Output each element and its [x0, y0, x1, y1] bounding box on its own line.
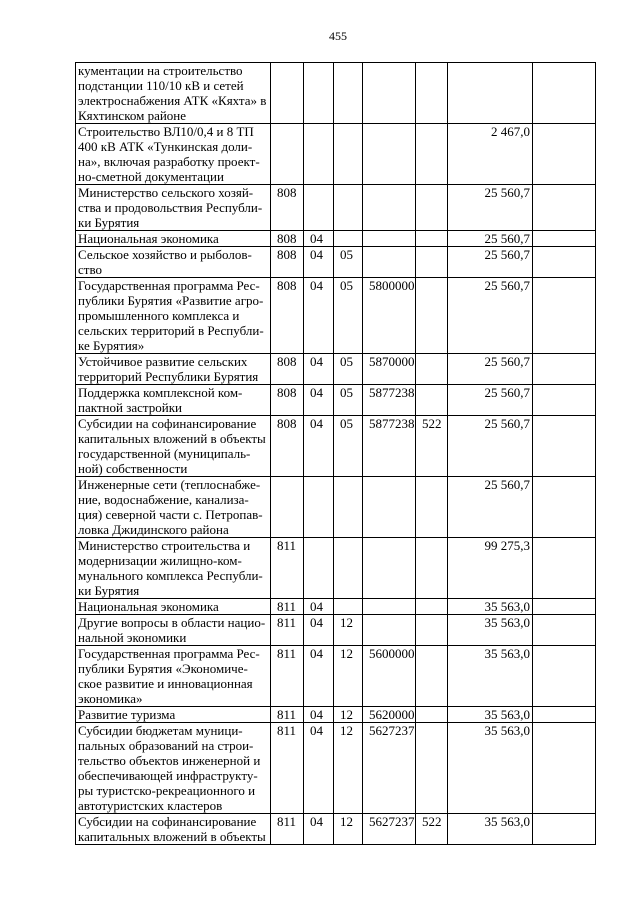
item-name: кументации на строительство подстанции 110/10 кВ и сетей электроснабжения АТК «Кяхта» в Кяхтинском районе: [76, 63, 271, 124]
subsection-code: [334, 599, 363, 615]
empty-cell: [533, 538, 596, 599]
table-row: [76, 599, 596, 615]
target-article-code: 5627237: [363, 723, 416, 814]
ministry-code: 811: [271, 538, 304, 599]
item-name: Инженерные сети (теплоснабже- ние, водоснабжение, канализа- ция) северной части с. Петропав- ловка Джидинского района: [76, 477, 271, 538]
empty-cell: [533, 416, 596, 477]
expense-type-code: [416, 723, 448, 814]
ministry-code: [271, 477, 304, 538]
section-code: [304, 185, 334, 231]
ministry-code: 808: [271, 185, 304, 231]
table-row: [76, 247, 596, 278]
section-code: [304, 124, 334, 185]
target-article-code: [363, 231, 416, 247]
ministry-code: 811: [271, 599, 304, 615]
table-row: [76, 354, 596, 385]
target-article-code: 5870000: [363, 354, 416, 385]
empty-cell: [533, 599, 596, 615]
amount: 25 560,7: [448, 416, 533, 477]
item-name: Министерство строительства и модернизации жилищно-ком- мунального комплекса Республи- ки Бурятия: [76, 538, 271, 599]
item-name: Субсидии бюджетам муници- пальных образований на строи- тельство объектов инженерной и обеспечивающей инфраструкту- ры туристско-рекреационного и автотуристских кластеров: [76, 723, 271, 814]
table-row: [76, 124, 596, 185]
table-row: [76, 385, 596, 416]
empty-cell: [533, 385, 596, 416]
expense-type-code: 522: [416, 416, 448, 477]
empty-cell: [533, 247, 596, 278]
section-code: 04: [304, 707, 334, 723]
amount: 35 563,0: [448, 723, 533, 814]
table-row: [76, 278, 596, 354]
subsection-code: 05: [334, 385, 363, 416]
table-row: [76, 63, 596, 124]
ministry-code: 808: [271, 354, 304, 385]
amount: 25 560,7: [448, 477, 533, 538]
expense-type-code: [416, 63, 448, 124]
page-number: 455: [329, 29, 347, 43]
expense-type-code: [416, 247, 448, 278]
subsection-code: 12: [334, 707, 363, 723]
empty-cell: [533, 124, 596, 185]
empty-cell: [533, 814, 596, 845]
expense-type-code: [416, 477, 448, 538]
empty-cell: [533, 723, 596, 814]
item-name: Развитие туризма: [76, 707, 271, 723]
amount: 35 563,0: [448, 814, 533, 845]
item-name: Национальная экономика: [76, 231, 271, 247]
item-name: Национальная экономика: [76, 599, 271, 615]
target-article-code: 5627237: [363, 814, 416, 845]
table-row: [76, 185, 596, 231]
ministry-code: 811: [271, 707, 304, 723]
section-code: 04: [304, 278, 334, 354]
item-name: Поддержка комплексной ком- пактной застройки: [76, 385, 271, 416]
amount: 25 560,7: [448, 231, 533, 247]
item-name: Сельское хозяйство и рыболов- ство: [76, 247, 271, 278]
ministry-code: 811: [271, 615, 304, 646]
subsection-code: [334, 231, 363, 247]
amount: 25 560,7: [448, 278, 533, 354]
table-row: [76, 723, 596, 814]
table-row: [76, 707, 596, 723]
amount: 25 560,7: [448, 385, 533, 416]
empty-cell: [533, 354, 596, 385]
ministry-code: [271, 124, 304, 185]
empty-cell: [533, 707, 596, 723]
expense-type-code: [416, 231, 448, 247]
empty-cell: [533, 477, 596, 538]
target-article-code: [363, 185, 416, 231]
expense-type-code: [416, 538, 448, 599]
table-row: [76, 416, 596, 477]
expense-type-code: [416, 707, 448, 723]
empty-cell: [533, 63, 596, 124]
budget-table: [75, 62, 596, 845]
subsection-code: 05: [334, 354, 363, 385]
item-name: Субсидии на софинансирование капитальных вложений в объекты государственной (муниципаль- ной) собственности: [76, 416, 271, 477]
target-article-code: [363, 477, 416, 538]
subsection-code: 12: [334, 615, 363, 646]
subsection-code: [334, 63, 363, 124]
empty-cell: [533, 615, 596, 646]
section-code: 04: [304, 723, 334, 814]
expense-type-code: [416, 615, 448, 646]
table-row: [76, 538, 596, 599]
target-article-code: [363, 615, 416, 646]
amount: 35 563,0: [448, 599, 533, 615]
target-article-code: 5600000: [363, 646, 416, 707]
subsection-code: 12: [334, 646, 363, 707]
amount: 25 560,7: [448, 354, 533, 385]
subsection-code: 05: [334, 247, 363, 278]
section-code: [304, 538, 334, 599]
amount: 25 560,7: [448, 247, 533, 278]
amount: 35 563,0: [448, 615, 533, 646]
target-article-code: [363, 124, 416, 185]
table-row: [76, 615, 596, 646]
subsection-code: [334, 477, 363, 538]
item-name: Другие вопросы в области нацио- нальной экономики: [76, 615, 271, 646]
empty-cell: [533, 278, 596, 354]
expense-type-code: [416, 646, 448, 707]
section-code: [304, 477, 334, 538]
item-name: Министерство сельского хозяй- ства и продовольствия Республи- ки Бурятия: [76, 185, 271, 231]
target-article-code: [363, 247, 416, 278]
target-article-code: [363, 63, 416, 124]
section-code: 04: [304, 354, 334, 385]
table-row: [76, 646, 596, 707]
target-article-code: 5620000: [363, 707, 416, 723]
expense-type-code: [416, 124, 448, 185]
section-code: 04: [304, 646, 334, 707]
section-code: 04: [304, 247, 334, 278]
subsection-code: 05: [334, 278, 363, 354]
expense-type-code: 522: [416, 814, 448, 845]
ministry-code: 811: [271, 723, 304, 814]
section-code: 04: [304, 231, 334, 247]
item-name: Субсидии на софинансирование капитальных вложений в объекты: [76, 814, 271, 845]
empty-cell: [533, 646, 596, 707]
ministry-code: 808: [271, 416, 304, 477]
amount: 99 275,3: [448, 538, 533, 599]
ministry-code: 808: [271, 385, 304, 416]
section-code: 04: [304, 814, 334, 845]
amount: 35 563,0: [448, 646, 533, 707]
expense-type-code: [416, 354, 448, 385]
ministry-code: 808: [271, 247, 304, 278]
ministry-code: 808: [271, 231, 304, 247]
amount: 25 560,7: [448, 185, 533, 231]
subsection-code: 12: [334, 723, 363, 814]
subsection-code: [334, 538, 363, 599]
item-name: Государственная программа Рес- публики Бурятия «Экономиче- ское развитие и инновационная экономика»: [76, 646, 271, 707]
empty-cell: [533, 185, 596, 231]
target-article-code: 5877238: [363, 385, 416, 416]
ministry-code: 808: [271, 278, 304, 354]
section-code: 04: [304, 615, 334, 646]
table-row: [76, 231, 596, 247]
subsection-code: 12: [334, 814, 363, 845]
target-article-code: [363, 538, 416, 599]
expense-type-code: [416, 385, 448, 416]
expense-type-code: [416, 185, 448, 231]
ministry-code: 811: [271, 814, 304, 845]
item-name: Устойчивое развитие сельских территорий Республики Бурятия: [76, 354, 271, 385]
target-article-code: [363, 599, 416, 615]
subsection-code: [334, 124, 363, 185]
amount: [448, 63, 533, 124]
subsection-code: 05: [334, 416, 363, 477]
ministry-code: 811: [271, 646, 304, 707]
table-row: [76, 477, 596, 538]
item-name: Государственная программа Рес- публики Бурятия «Развитие агро- промышленного комплекса и сельских территорий в Республи- ке Бурятия»: [76, 278, 271, 354]
section-code: 04: [304, 385, 334, 416]
target-article-code: 5800000: [363, 278, 416, 354]
section-code: [304, 63, 334, 124]
section-code: 04: [304, 599, 334, 615]
target-article-code: 5877238: [363, 416, 416, 477]
section-code: 04: [304, 416, 334, 477]
expense-type-code: [416, 599, 448, 615]
amount: 2 467,0: [448, 124, 533, 185]
empty-cell: [533, 231, 596, 247]
item-name: Строительство ВЛ10/0,4 и 8 ТП 400 кВ АТК «Тункинская доли- на», включая разработку проект- но-сметной документации: [76, 124, 271, 185]
ministry-code: [271, 63, 304, 124]
subsection-code: [334, 185, 363, 231]
expense-type-code: [416, 278, 448, 354]
table-row: [76, 814, 596, 845]
amount: 35 563,0: [448, 707, 533, 723]
